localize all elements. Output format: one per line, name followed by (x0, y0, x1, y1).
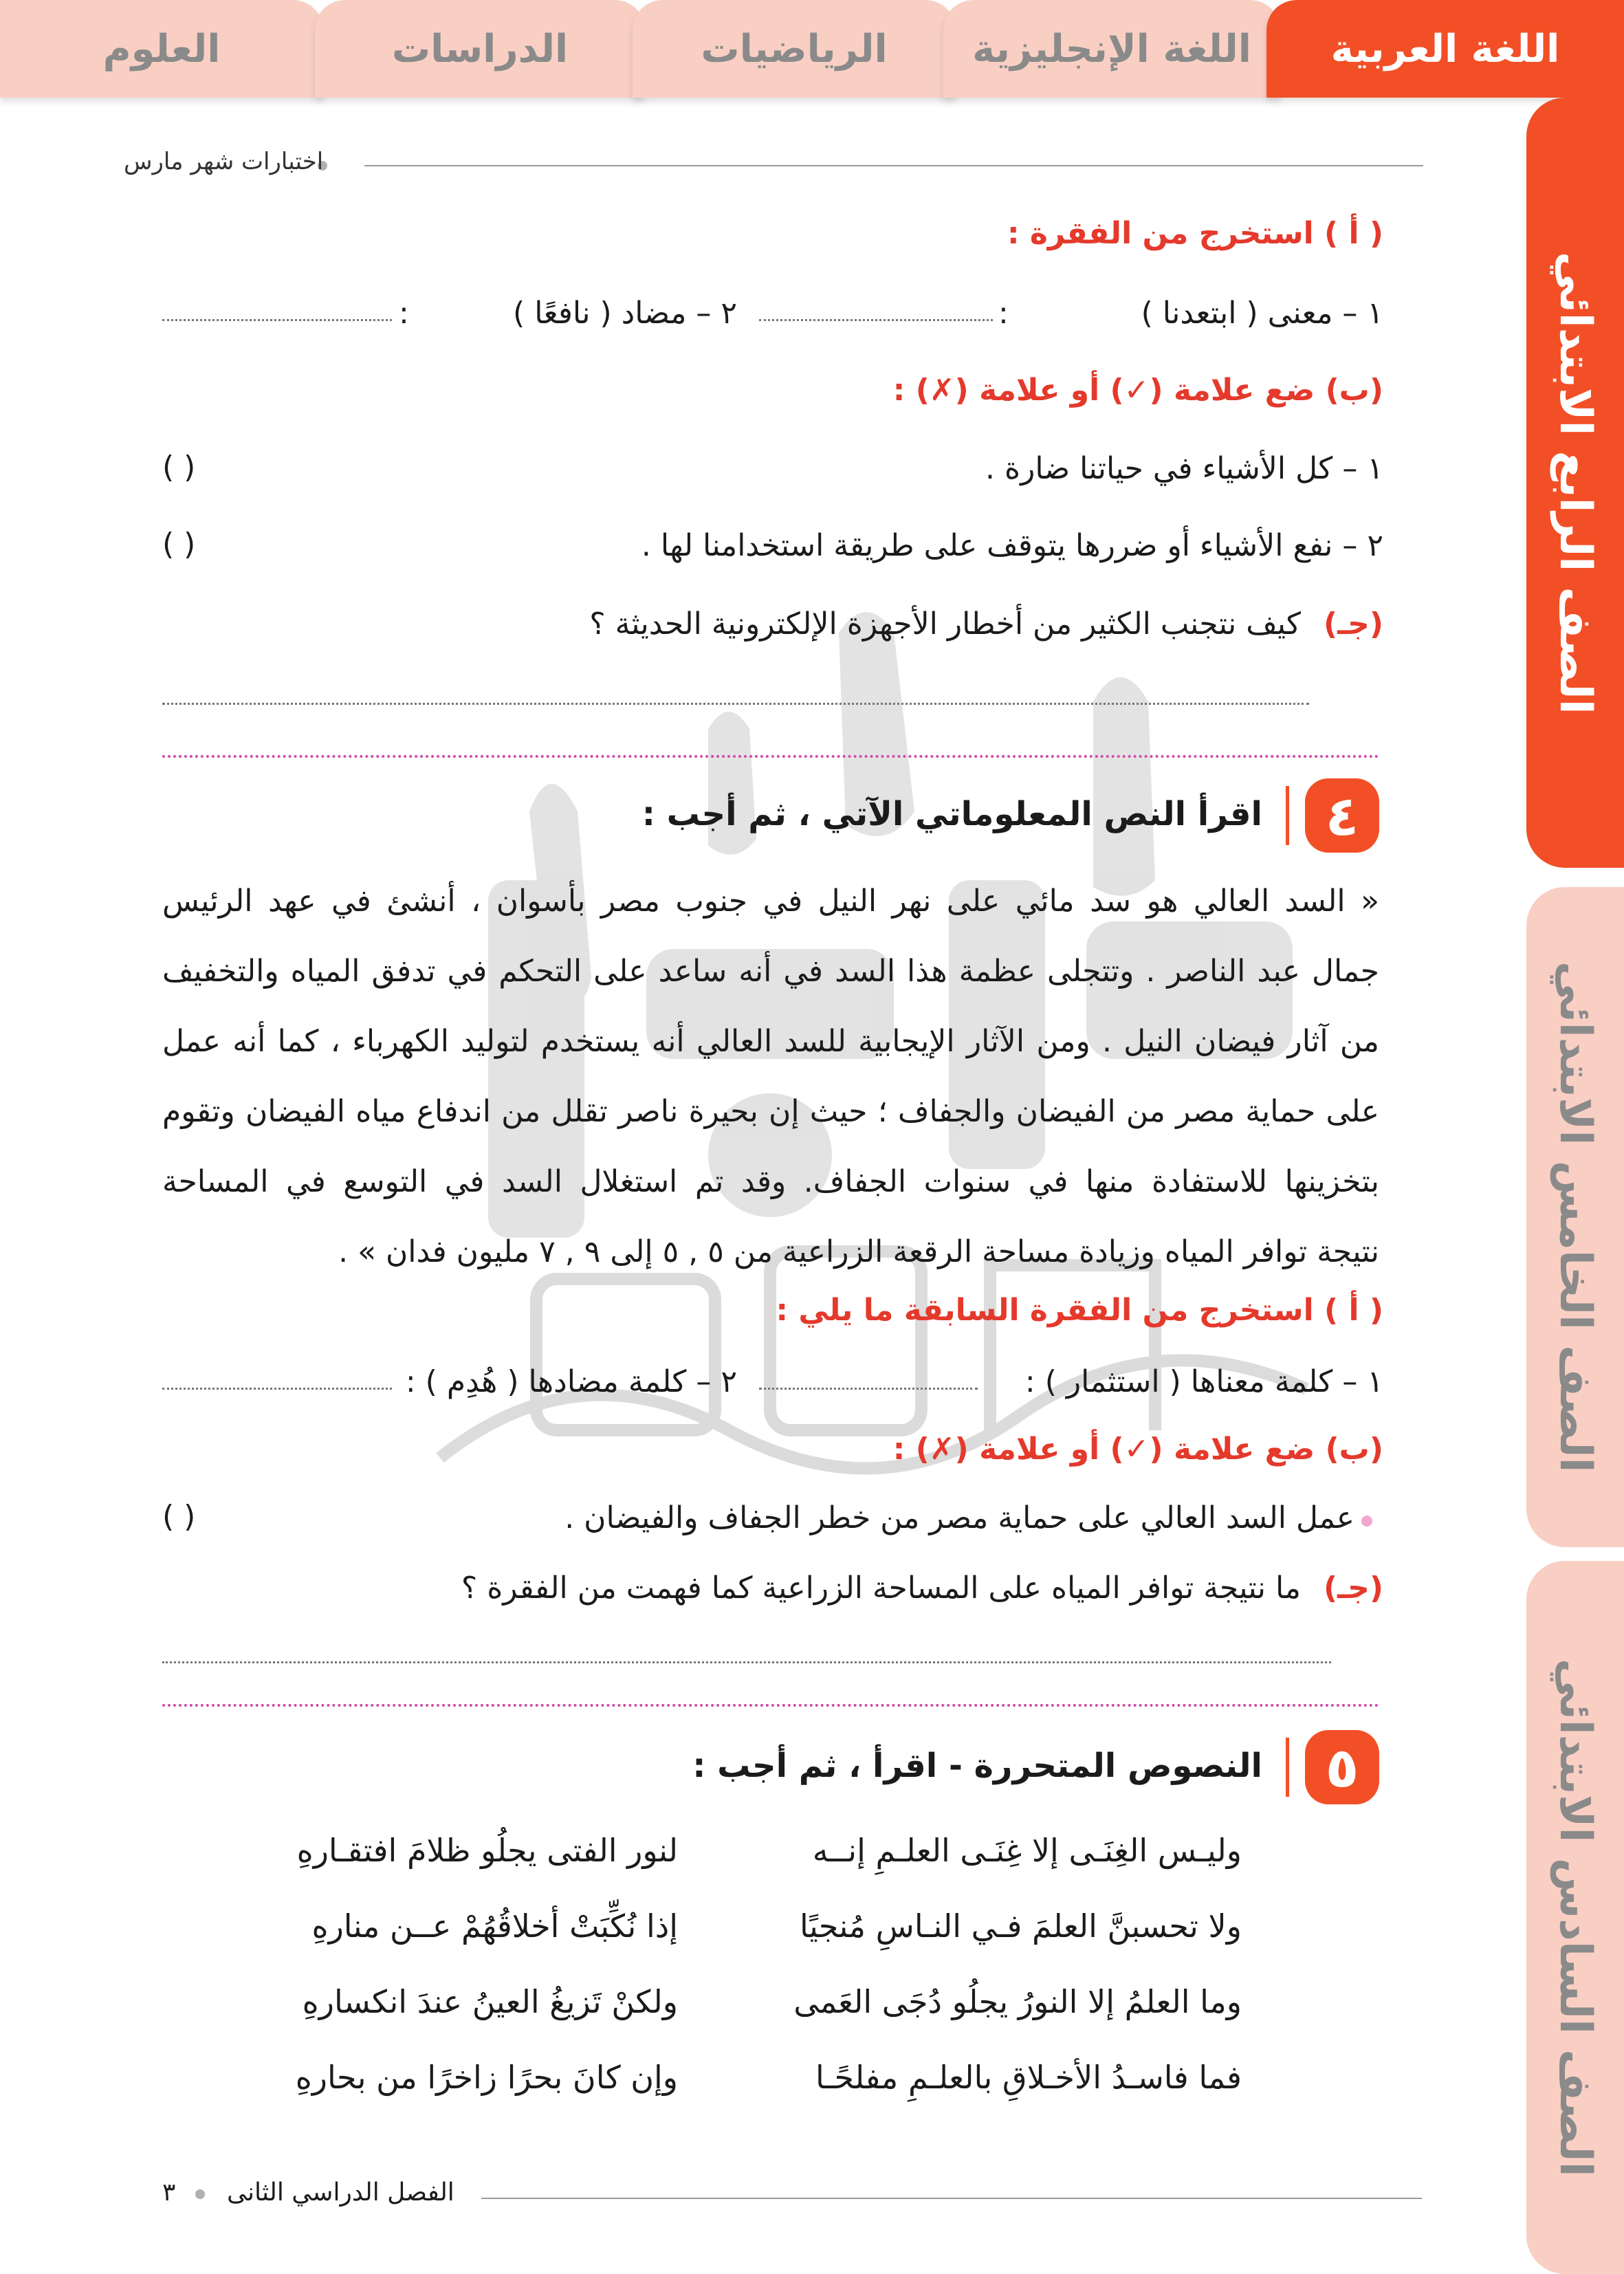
q4-b-bullet (1361, 1516, 1372, 1527)
q4-b-item-answer-box[interactable]: ( ) (162, 1499, 196, 1534)
tab-english[interactable] (943, 0, 1280, 98)
footer-term: الفصل الدراسي الثانى (227, 2178, 454, 2207)
tab-math[interactable] (633, 0, 956, 98)
q4-part-c-text: ما نتيجة توافر المياه على المساحة الزراعية كما فهمت من الفقرة ؟ (461, 1571, 1301, 1606)
side-tab-grade-6-label: الصف السادس الابتدائي (1550, 1658, 1601, 2177)
q3-a-item2-colon: : (399, 296, 409, 331)
q3-part-a-title: ( أ ) استخرج من الفقرة : (1007, 216, 1383, 251)
q5-verse-1-second-half: لنور الفتى يجلُو ظلامَ افتقـارهِ (296, 1832, 678, 1869)
q5-verse-3-second-half: ولكنْ تَزيغُ العينُ عندَ انكسارهِ (302, 1983, 678, 2020)
q5-heading-bar (1286, 1738, 1289, 1797)
q4-passage-line: على حماية مصر من الفيضان والجفاف ؛ حيث إن بحيرة ناصر تقلل من اندفاع مياه الفيضان وتقوم (162, 1094, 1379, 1129)
q4-passage-line: جمال عبد الناصر . وتتجلى عظمة هذا السد في أنه ساعد على التحكم في تدفق المياه والتخفيف (162, 954, 1379, 989)
q3-a-item1-answer-line[interactable] (759, 319, 993, 321)
q4-passage-line: « السد العالي هو سد مائي على نهر النيل في جنوب مصر بأسوان ، أنشئ في عهد الرئيس (162, 884, 1379, 919)
tab-social-studies-label: الدراسات (391, 26, 569, 72)
q3-b-item1: ١ – كل الأشياء في حياتنا ضارة . (985, 451, 1383, 486)
side-tab-grade-4[interactable] (1526, 98, 1624, 868)
tab-english-label: اللغة الإنجليزية (972, 26, 1251, 72)
q4-part-a-title: ( أ ) استخرج من الفقرة السابقة ما يلي : (776, 1293, 1383, 1328)
q4-part-b-title: (ب) ضع علامة (✓) أو علامة (✗) : (892, 1432, 1383, 1467)
q5-verse-2-second-half: إذا نُكِّبَتْ أخلاقُهُمْ عــن منارهِ (311, 1907, 678, 1945)
q4-heading-bar (1286, 786, 1289, 845)
q3-part-c-text: كيف نتجنب الكثير من أخطار الأجهزة الإلكترونية الحديثة ؟ (589, 606, 1301, 642)
q3-a-item1-colon: : (998, 296, 1009, 331)
side-tab-grade-6[interactable] (1526, 1561, 1624, 2274)
q4-c-answer-line[interactable] (162, 1661, 1331, 1663)
header-note: اختبارات شهر مارس (124, 148, 324, 175)
q4-passage-line: بتخزينها للاستفادة منها في سنوات الجفاف. وقد تم استغلال السد في التوسع في المساحة (162, 1164, 1379, 1199)
side-tab-grade-5-label: الصف الخامس الابتدائي (1550, 961, 1601, 1473)
side-tab-grade-4-label: الصف الرابع الابتدائي (1550, 251, 1601, 714)
side-tab-grade-5[interactable] (1526, 887, 1624, 1547)
tab-science[interactable] (0, 0, 323, 98)
q3-part-c-label: (جـ) (1324, 606, 1383, 642)
q3-a-item2: ٢ – مضاد ( نافعًا ) (513, 296, 737, 331)
tab-arabic-label: اللغة العربية (1330, 26, 1560, 72)
q3-b-item2-answer-box[interactable]: ( ) (162, 527, 196, 562)
q4-a-item1: ١ – كلمة معناها ( استثمار ) : (1024, 1364, 1383, 1399)
q4-passage-line: من آثار فيضان النيل . ومن الآثار الإيجابية للسد العالي أنه يستخدم لتوليد الكهرباء ، كما أنه عمل (162, 1024, 1379, 1059)
q5-verse-2-first-half: ولا تحسبنَّ العلمَ فـي النـاسِ مُنجيًا (799, 1907, 1242, 1945)
tab-math-label: الرياضيات (701, 26, 888, 72)
q5-verse-1-first-half: وليـس الغِنَـى إلا غِنَـى العلـمِ إنــه (812, 1832, 1242, 1869)
q5-number-badge: ٥ (1305, 1730, 1379, 1804)
q4-heading: اقرأ النص المعلوماتي الآتي ، ثم أجب : (641, 795, 1262, 833)
q4-passage (162, 866, 1379, 1287)
q4-a-item1-answer-line[interactable] (759, 1388, 978, 1390)
tab-science-label: العلوم (102, 26, 221, 72)
q5-verse-4-first-half: فما فاسـدُ الأخـلاقِ بالعلـمِ مفلحًـا (815, 2059, 1242, 2096)
q4-a-item2-answer-line[interactable] (162, 1388, 392, 1390)
q5-verse-4-second-half: وإن كانَ بحرًا زاخرًا من بحارهِ (295, 2059, 678, 2096)
tab-social-studies[interactable] (315, 0, 645, 98)
section-separator-2 (162, 1704, 1379, 1707)
q3-b-item2: ٢ – نفع الأشياء أو ضررها يتوقف على طريقة استخدامنا لها . (641, 528, 1383, 563)
q4-number-badge: ٤ (1305, 778, 1379, 853)
q5-verse-3-first-half: وما العلمُ إلا النورُ يجلُو دُجَى العَمى (793, 1983, 1242, 2020)
q4-part-c-label: (جـ) (1324, 1571, 1383, 1606)
q5-heading: النصوص المتحررة - اقرأ ، ثم أجب : (692, 1747, 1262, 1785)
footer-page-number: ٣ (162, 2178, 176, 2207)
q3-b-item1-answer-box[interactable]: ( ) (162, 450, 196, 485)
footer-bullet (195, 2189, 205, 2199)
q3-part-b-title: (ب) ضع علامة (✓) أو علامة (✗) : (892, 373, 1383, 408)
q4-b-item: عمل السد العالي على حماية مصر من خطر الجفاف والفيضان . (564, 1500, 1354, 1535)
q3-a-item2-answer-line[interactable] (162, 319, 392, 321)
tab-arabic[interactable] (1266, 0, 1624, 98)
q4-passage-line: نتيجة توافر المياه وزيادة مساحة الرقعة الزراعية من ٥ , ٥ إلى ٩ , ٧ مليون فدان » . (338, 1234, 1379, 1269)
q3-a-item1: ١ – معنى ( ابتعدنا ) (1141, 296, 1383, 331)
section-separator-1 (162, 755, 1379, 758)
header-rule (364, 165, 1423, 166)
q4-a-item2: ٢ – كلمة مضادها ( هُدِم ) : (405, 1364, 737, 1399)
footer-rule (481, 2198, 1422, 2199)
q3-c-answer-line[interactable] (162, 703, 1309, 705)
